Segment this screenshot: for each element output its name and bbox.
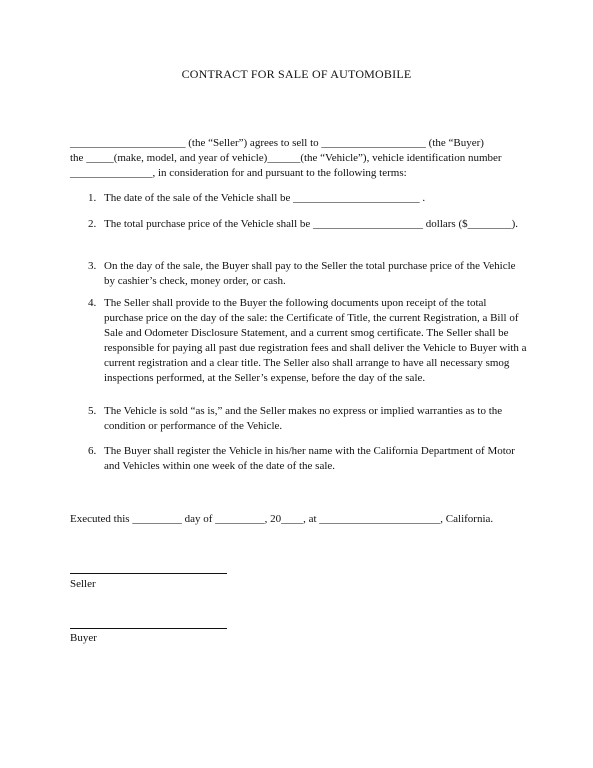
term-text: The total purchase price of the Vehicle shall be ____________________ dollars ($________).	[104, 218, 519, 230]
seller-label: Seller	[70, 578, 96, 590]
term-number: 3.	[88, 260, 97, 272]
term-item	[88, 191, 528, 206]
term-number: 5.	[88, 405, 97, 417]
intro-line-1: _____________________ (the “Seller”) agrees to sell to ___________________ (the “Buyer)	[70, 137, 484, 149]
buyer-label: Buyer	[70, 632, 97, 644]
seller-signature-line[interactable]	[70, 573, 227, 574]
term-number: 6.	[88, 445, 97, 457]
term-item	[88, 404, 528, 434]
term-number: 4.	[88, 297, 97, 309]
document-title: CONTRACT FOR SALE OF AUTOMOBILE	[181, 67, 412, 81]
term-item	[88, 444, 528, 474]
term-number: 1.	[88, 192, 97, 204]
buyer-signature-line[interactable]	[70, 628, 227, 629]
term-text: On the day of the sale, the Buyer shall pay to the Seller the total purchase price of the Vehicle by cashier’s check, money order, or cash.	[104, 260, 516, 287]
term-item	[88, 259, 528, 289]
term-item	[88, 217, 528, 232]
term-text: The date of the sale of the Vehicle shall be _______________________ .	[104, 192, 426, 204]
term-item	[88, 296, 528, 386]
term-text: The Vehicle is sold “as is,” and the Seller makes no express or implied warranties as to the condition or performance of the Vehicle.	[104, 405, 503, 432]
executed-line: Executed this _________ day of _________, 20____, at ______________________, California.	[70, 513, 494, 525]
intro-line-2: the _____(make, model, and year of vehicle)______(the “Vehicle”), vehicle identification number	[70, 152, 502, 164]
intro-line-3: _______________, in consideration for and pursuant to the following terms:	[70, 167, 407, 179]
term-text: The Buyer shall register the Vehicle in his/her name with the California Department of Motor and Vehicles within one week of the date of the sale.	[104, 445, 515, 472]
term-number: 2.	[88, 218, 97, 230]
term-text: The Seller shall provide to the Buyer the following documents upon receipt of the total purchase price on the day of the sale: the Certificate of Title, the current Registration, a Bill of Sale and Odometer Disclosure Statement, and a current smog certificate. The Seller shall be responsible for paying all past due registration fees and shall deliver the Vehicle to Buyer with a current registration and a clear title. The Seller also shall arrange to have all necessary smog inspections performed, at the Seller’s expense, before the day of the sale.	[104, 297, 527, 384]
